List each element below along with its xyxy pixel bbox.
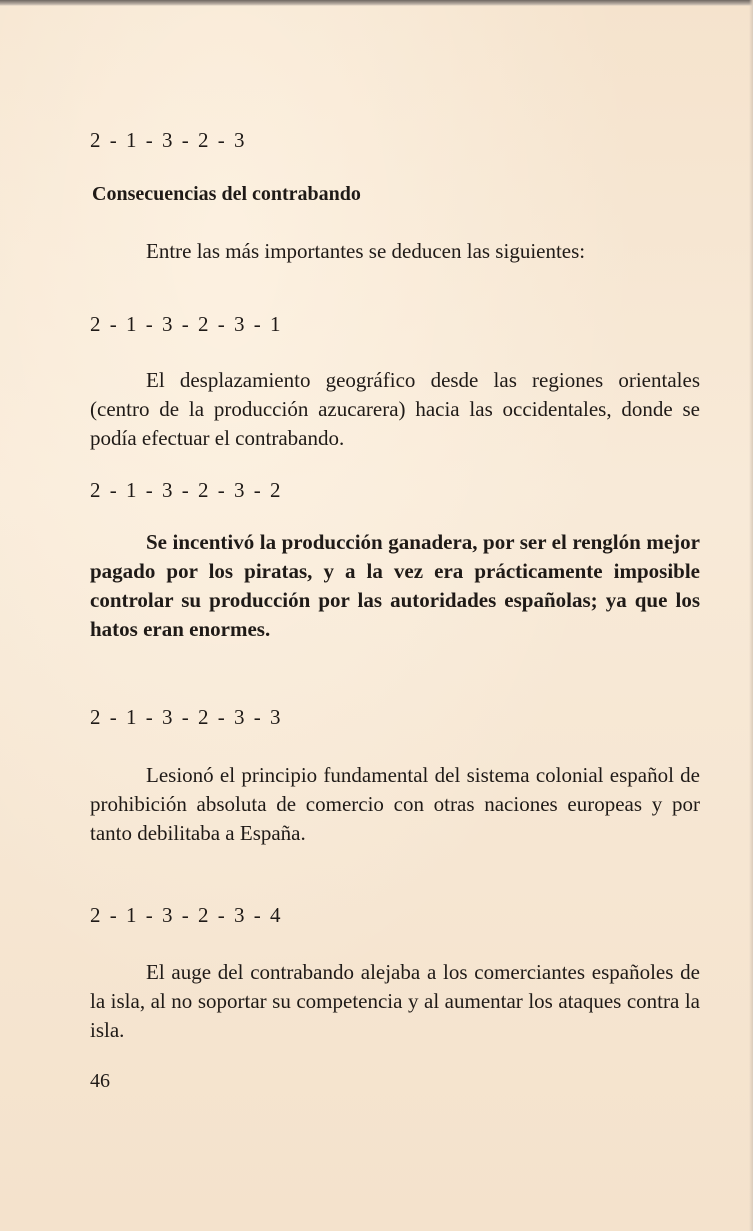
page-right-edge — [749, 0, 753, 1231]
page-number: 46 — [90, 1070, 110, 1092]
item-paragraph-3: Lesionó el principio fundamental del sistema colonial español de prohibición absoluta de comercio con otras naciones europeas y por tanto debilitaba a España. — [90, 763, 700, 845]
item-number-3: 2 - 1 - 3 - 2 - 3 - 3 — [90, 705, 283, 729]
item-paragraph-2: Se incentivó la producción ganadera, por ser el renglón mejor pagado por los piratas, y a la vez era prácticamente imposible controlar su producción por las autoridades españolas; ya que los hatos eran enormes. — [90, 530, 700, 641]
item-number-1: 2 - 1 - 3 - 2 - 3 - 1 — [90, 312, 283, 336]
item-paragraph-4: El auge del contrabando alejaba a los comerciantes españoles de la isla, al no soportar su competencia y al aumentar los ataques contra la isla. — [90, 960, 700, 1042]
intro-paragraph: Entre las más importantes se deducen las siguientes: — [146, 239, 586, 263]
section-heading: Consecuencias del contrabando — [92, 183, 361, 205]
page-top-edge — [0, 0, 753, 6]
item-number-4: 2 - 1 - 3 - 2 - 3 - 4 — [90, 903, 283, 927]
item-paragraph-1: El desplazamiento geográfico desde las regiones orientales (centro de la producción azucarera) hacia las occidentales, donde se podía efectuar el contrabando. — [90, 368, 700, 450]
item-number-2: 2 - 1 - 3 - 2 - 3 - 2 — [90, 478, 283, 502]
section-number: 2 - 1 - 3 - 2 - 3 — [90, 128, 247, 152]
